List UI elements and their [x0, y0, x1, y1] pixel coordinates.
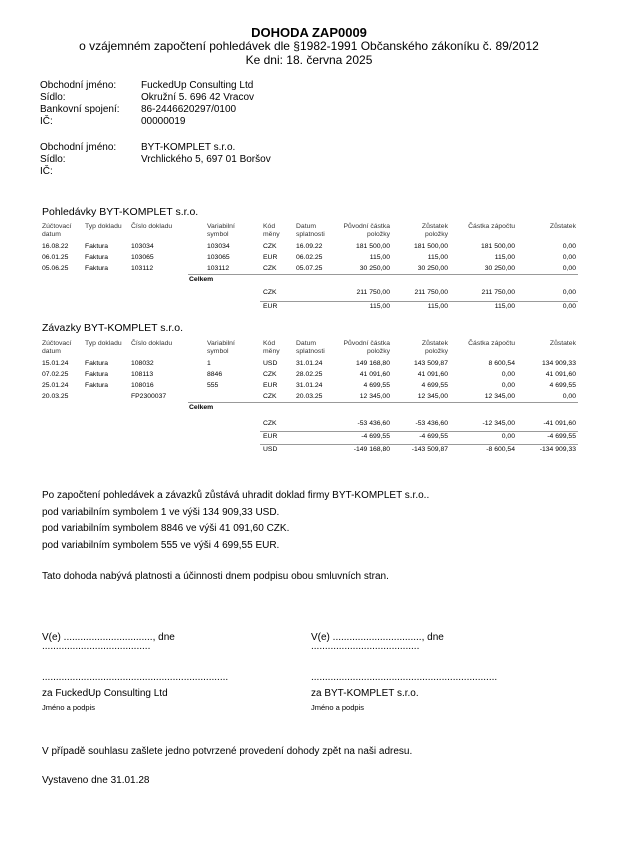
place-date-line: V(e) ................................, dne	[42, 632, 175, 643]
col-type-header: Typ dokladu	[85, 223, 122, 230]
col-vs-header: Variabilní symbol	[207, 223, 235, 238]
party-debtor	[40, 142, 271, 178]
signatory-left: za FuckedUp Consulting Ltd	[42, 688, 168, 699]
signature-block-left	[42, 632, 228, 712]
col-currency-header: Kód měny	[263, 223, 280, 238]
col-currency-header: Kód měny	[263, 340, 280, 355]
total-label: Celkem	[189, 404, 214, 411]
signature-dots: ...................................................................	[311, 672, 498, 683]
total-row: CZK -53 436,60 -53 436,60 -12 345,00 -41 091,60	[263, 420, 576, 427]
table-header	[42, 338, 578, 358]
table-row: 05.06.25 Faktura 103112 103112 CZK 05.07.25 30 250,00 30 250,00 30 250,00 0,00	[42, 265, 576, 272]
party1-ic: 00000019	[141, 116, 186, 127]
table-row: 15.01.24 Faktura 108032 1 USD 31.01.24 149 168,80 143 509,87 8 600,54 134 909,33	[42, 360, 576, 367]
total-row: USD -149 168,80 -143 509,87 -8 600,54 -134 909,33	[42, 444, 578, 455]
col-orig-header: Původní částka položky	[343, 223, 390, 238]
summary-line: pod variabilním symbolem 1 ve výši 134 909,33 USD.	[42, 506, 280, 518]
party1-bank: 86-2446620297/0100	[141, 104, 237, 115]
seat-label: Sídlo:	[40, 92, 66, 103]
return-note: V případě souhlasu zašlete jedno potvrzené provedení dohody zpět na naši adresu.	[42, 746, 413, 757]
party1-seat: Okružní 5. 696 42 Vracov	[141, 92, 255, 103]
col-type-header: Typ dokladu	[85, 340, 122, 347]
document-date: Ke dni: 18. června 2025	[245, 53, 373, 67]
validity-clause: Tato dohoda nabývá platnosti a účinnosti dnem podpisu obou smluvních stran.	[42, 571, 389, 582]
place-date-line: V(e) ................................, dne	[311, 632, 444, 643]
receivables-title: Pohledávky BYT-KOMPLET s.r.o.	[42, 206, 199, 218]
total-label: Celkem	[189, 276, 214, 283]
table-row: 16.08.22 Faktura 103034 103034 CZK 16.09.22 181 500,00 181 500,00 181 500,00 0,00	[42, 243, 576, 250]
summary-line: pod variabilním symbolem 8846 ve výši 41 091,60 CZK.	[42, 523, 290, 534]
col-due-header: Datum splatnosti	[296, 223, 325, 238]
total-label-row	[42, 402, 578, 411]
table-row: 07.02.25 Faktura 108113 8846 CZK 28.02.25 41 091,60 41 091,60 0,00 41 091,60	[42, 371, 576, 378]
signature-dots: ...................................................................	[42, 672, 229, 683]
col-date-header: Zúčtovací datum	[42, 340, 72, 355]
party2-seat: Vrchlického 5, 697 01 Boršov	[141, 154, 271, 165]
col-bal-header: Zůstatek položky	[421, 340, 448, 355]
col-vs-header: Variabilní symbol	[207, 340, 235, 355]
document-subtitle: o vzájemném započtení pohledávek dle §1982-1991 Občanského zákoníku č. 89/2012	[79, 39, 539, 53]
bank-label: Bankovní spojení:	[40, 104, 120, 115]
total-rule	[188, 402, 578, 403]
col-orig-header: Původní částka položky	[343, 340, 390, 355]
col-offset-header: Částka zápočtu	[468, 223, 515, 230]
ic-label: IČ:	[40, 166, 53, 177]
signatory-right: za BYT-KOMPLET s.r.o.	[311, 688, 419, 699]
total-row: EUR 115,00 115,00 115,00 0,00	[42, 301, 578, 312]
document-title: DOHODA ZAP0009	[251, 25, 367, 40]
date-dots: .......................................	[42, 641, 151, 652]
col-date-header: Zúčtovací datum	[42, 223, 72, 238]
summary-line: pod variabilním symbolem 555 ve výši 4 699,55 EUR.	[42, 539, 280, 551]
summary-line: Po započtení pohledávek a závazků zůstává uhradit doklad firmy BYT-KOMPLET s.r.o..	[42, 490, 430, 501]
total-rule	[188, 274, 578, 275]
col-due-header: Datum splatnosti	[296, 340, 325, 355]
summary-paragraph	[42, 488, 429, 554]
ic-label: IČ:	[40, 116, 53, 127]
total-label-row	[42, 274, 578, 283]
total-row: CZK 211 750,00 211 750,00 211 750,00 0,00	[263, 289, 576, 296]
col-doc-header: Číslo dokladu	[131, 223, 173, 230]
party2-name: BYT-KOMPLET s.r.o.	[141, 142, 236, 153]
table-header	[42, 221, 578, 241]
payables-title: Závazky BYT-KOMPLET s.r.o.	[42, 322, 184, 334]
name-label: Obchodní jméno:	[40, 142, 117, 153]
date-dots: .......................................	[311, 641, 420, 652]
total-row: EUR -4 699,55 -4 699,55 0,00 -4 699,55	[42, 431, 578, 442]
col-rest-header: Zůstatek	[549, 223, 576, 230]
seat-label: Sídlo:	[40, 154, 66, 165]
receivables-table	[42, 221, 578, 312]
table-row: 06.01.25 Faktura 103065 103065 EUR 06.02.25 115,00 115,00 115,00 0,00	[42, 254, 576, 261]
name-sign-caption: Jméno a podpis	[311, 703, 364, 712]
name-sign-caption: Jméno a podpis	[42, 703, 95, 712]
party-creditor	[40, 80, 254, 128]
col-bal-header: Zůstatek položky	[421, 223, 448, 238]
name-label: Obchodní jméno:	[40, 80, 117, 91]
signature-block-right	[311, 632, 497, 712]
issued-date: Vystaveno dne 31.01.28	[42, 775, 150, 786]
party1-name: FuckedUp Consulting Ltd	[141, 80, 254, 91]
col-doc-header: Číslo dokladu	[131, 340, 173, 347]
table-row: 20.03.25 FP2300037 CZK 20.03.25 12 345,00 12 345,00 12 345,00 0,00	[42, 393, 576, 400]
payables-table	[42, 338, 578, 455]
col-rest-header: Zůstatek	[549, 340, 576, 347]
table-row: 25.01.24 Faktura 108016 555 EUR 31.01.24 4 699,55 4 699,55 0,00 4 699,55	[42, 382, 576, 389]
col-offset-header: Částka zápočtu	[468, 340, 515, 347]
